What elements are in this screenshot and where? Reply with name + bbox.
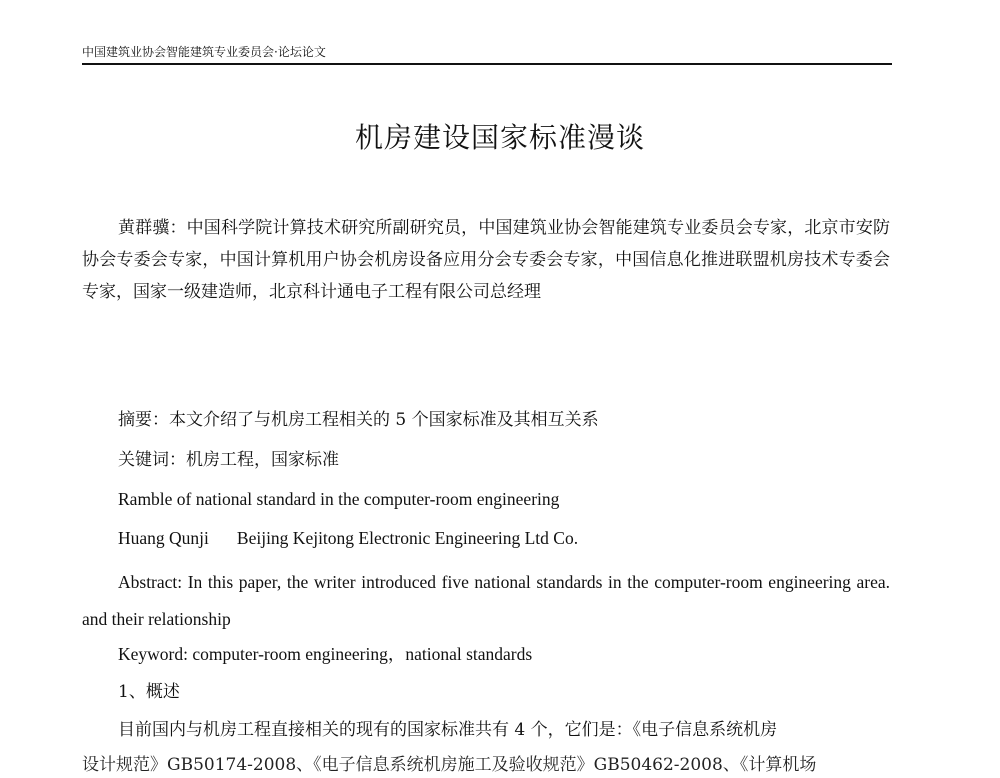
- header-rule: [82, 63, 892, 65]
- author-name-en: Huang Qunji: [118, 528, 209, 548]
- title-en: Ramble of national standard in the computer-room engineering: [118, 489, 560, 509]
- abstract-cn: 摘要：本文介绍了与机房工程相关的 5 个国家标准及其相互关系: [118, 410, 599, 430]
- body-paragraph-cutoff: 设计规范》GB50174-2008、《电子信息系统机房施工及验收规范》GB50462-2008、《计算机场: [82, 755, 817, 775]
- body-paragraph: 目前国内与机房工程直接相关的现有的国家标准共有 4 个，它们是：《电子信息系统机房: [118, 720, 778, 740]
- paper-title: 机房建设国家标准漫谈: [354, 121, 645, 154]
- running-header: 中国建筑业协会智能建筑专业委员会·论坛论文: [82, 45, 326, 59]
- author-bio: 黄群骥：中国科学院计算技术研究所副研究员，中国建筑业协会智能建筑专业委员会专家，北京市安防协会专委会专家，中国计算机用户协会机房设备应用分会专委会专家，中国信息化推进联盟机房技术专委会专家，国家一级建造师，北京科计通电子工程有限公司总经理: [82, 218, 890, 302]
- keywords-en: Keyword: computer-room engineering，national standards: [118, 644, 533, 664]
- author-company-en: Beijing Kejitong Electronic Engineering Ltd Co.: [236, 528, 579, 548]
- section-heading-overview: 1、概述: [118, 682, 180, 702]
- author-line-en: [118, 525, 578, 551]
- keywords-cn: 关键词：机房工程，国家标准: [118, 450, 339, 470]
- abstract-en: Abstract: In this paper, the writer introduced five national standards in the computer-room engineering area. and their relationship: [82, 572, 890, 629]
